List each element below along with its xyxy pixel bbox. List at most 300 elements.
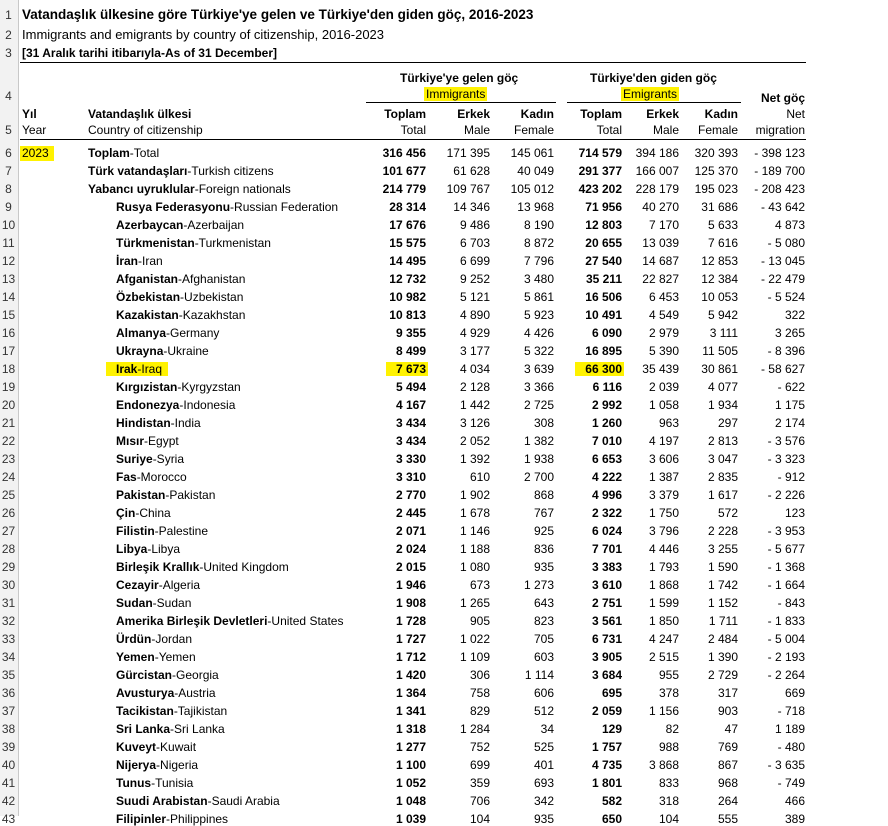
value-em[interactable]: 4 247 <box>648 632 679 646</box>
value-im[interactable]: 9 252 <box>459 272 490 286</box>
value-et[interactable]: 2 992 <box>591 398 622 412</box>
value-im[interactable]: 2 052 <box>459 434 490 448</box>
value-et[interactable]: 714 579 <box>578 146 622 160</box>
row-number[interactable]: 1 <box>5 8 12 22</box>
value-it[interactable]: 4 167 <box>395 398 426 412</box>
value-et[interactable]: 129 <box>601 722 622 736</box>
value-if[interactable]: 3 366 <box>523 380 554 394</box>
country-label[interactable] <box>116 776 193 790</box>
value-it[interactable]: 8 499 <box>395 344 426 358</box>
row-number[interactable]: 20 <box>1 398 16 412</box>
value-it[interactable]: 15 575 <box>389 236 426 250</box>
value-net[interactable]: - 3 323 <box>767 452 805 466</box>
value-im[interactable]: 758 <box>469 686 490 700</box>
value-if[interactable]: 3 639 <box>523 362 554 376</box>
value-em[interactable]: 3 606 <box>648 452 679 466</box>
value-it[interactable]: 5 494 <box>395 380 426 394</box>
value-if[interactable]: 935 <box>533 812 554 826</box>
value-et[interactable]: 695 <box>601 686 622 700</box>
row-number[interactable]: 23 <box>1 452 16 466</box>
value-if[interactable]: 308 <box>533 416 554 430</box>
value-et[interactable]: 6 116 <box>592 380 622 394</box>
country-label[interactable] <box>116 380 241 394</box>
value-net[interactable]: - 843 <box>777 596 805 610</box>
country-label[interactable] <box>116 290 243 304</box>
value-im[interactable]: 3 126 <box>459 416 490 430</box>
value-if[interactable]: 13 968 <box>517 200 554 214</box>
value-et[interactable]: 1 801 <box>591 776 622 790</box>
value-ef[interactable]: 4 077 <box>707 380 738 394</box>
value-it[interactable]: 9 355 <box>395 326 426 340</box>
value-em[interactable]: 378 <box>658 686 679 700</box>
value-if[interactable]: 5 322 <box>523 344 554 358</box>
country-label[interactable] <box>116 614 343 628</box>
value-ef[interactable]: 555 <box>717 812 738 826</box>
value-it[interactable]: 1 727 <box>395 632 426 646</box>
value-et[interactable]: 1 757 <box>591 740 622 754</box>
value-it[interactable]: 1 048 <box>395 794 426 808</box>
country-label[interactable] <box>88 146 159 160</box>
value-et[interactable]: 35 211 <box>585 272 622 286</box>
value-it[interactable]: 2 024 <box>395 542 426 556</box>
value-net[interactable]: - 189 700 <box>754 164 805 178</box>
value-ef[interactable]: 3 047 <box>707 452 738 466</box>
country-label[interactable] <box>116 326 219 340</box>
value-em[interactable]: 7 170 <box>648 218 679 232</box>
value-em[interactable]: 2 039 <box>648 380 679 394</box>
value-et[interactable]: 16 506 <box>585 290 622 304</box>
value-net[interactable]: - 622 <box>777 380 805 394</box>
row-number[interactable]: 9 <box>5 200 12 214</box>
value-if[interactable]: 34 <box>540 722 554 736</box>
country-label[interactable] <box>116 542 180 556</box>
value-em[interactable]: 318 <box>658 794 679 808</box>
row-number[interactable]: 8 <box>5 182 12 196</box>
value-et[interactable]: 3 684 <box>591 668 622 682</box>
value-if[interactable]: 145 061 <box>510 146 554 160</box>
row-number[interactable]: 40 <box>1 758 16 772</box>
value-net[interactable]: - 1 833 <box>767 614 805 628</box>
row-number[interactable]: 11 <box>2 236 15 250</box>
value-et[interactable]: 650 <box>601 812 622 826</box>
value-if[interactable]: 342 <box>533 794 554 808</box>
value-if[interactable]: 693 <box>533 776 554 790</box>
value-if[interactable]: 643 <box>533 596 554 610</box>
value-et[interactable]: 10 491 <box>585 308 622 322</box>
country-label[interactable] <box>116 434 179 448</box>
value-it[interactable]: 1 946 <box>395 578 426 592</box>
country-label[interactable] <box>116 632 192 646</box>
row-number[interactable]: 28 <box>1 542 16 556</box>
value-et[interactable]: 291 377 <box>578 164 622 178</box>
value-net[interactable]: 2 174 <box>774 416 805 430</box>
value-if[interactable]: 823 <box>533 614 554 628</box>
value-ef[interactable]: 769 <box>717 740 738 754</box>
row-number[interactable]: 16 <box>1 326 16 340</box>
value-net[interactable]: - 3 953 <box>767 524 805 538</box>
country-label[interactable] <box>116 704 227 718</box>
value-ef[interactable]: 297 <box>717 416 738 430</box>
value-im[interactable]: 706 <box>469 794 490 808</box>
value-im[interactable]: 3 177 <box>459 344 490 358</box>
value-et[interactable]: 2 059 <box>591 704 622 718</box>
value-it[interactable]: 2 071 <box>395 524 426 538</box>
country-label[interactable] <box>116 686 216 700</box>
row-number[interactable]: 32 <box>1 614 16 628</box>
value-ef[interactable]: 2 228 <box>707 524 738 538</box>
value-im[interactable]: 1 284 <box>459 722 490 736</box>
value-em[interactable]: 4 446 <box>648 542 679 556</box>
value-net[interactable]: - 912 <box>777 470 805 484</box>
country-label[interactable] <box>116 578 200 592</box>
value-em[interactable]: 1 058 <box>648 398 679 412</box>
value-em[interactable]: 14 687 <box>642 254 679 268</box>
value-it[interactable]: 316 456 <box>382 146 426 160</box>
value-im[interactable]: 1 678 <box>459 506 490 520</box>
row-number[interactable]: 43 <box>1 812 16 826</box>
value-et[interactable]: 16 895 <box>585 344 622 358</box>
row-number[interactable]: 4 <box>5 89 12 103</box>
value-im[interactable]: 4 034 <box>459 362 490 376</box>
value-et[interactable]: 6 024 <box>591 524 622 538</box>
value-if[interactable]: 836 <box>533 542 554 556</box>
value-net[interactable]: 123 <box>784 506 805 520</box>
value-if[interactable]: 935 <box>533 560 554 574</box>
value-it[interactable]: 3 330 <box>395 452 426 466</box>
country-label[interactable] <box>116 722 225 736</box>
value-it[interactable]: 10 982 <box>389 290 426 304</box>
value-em[interactable]: 13 039 <box>642 236 679 250</box>
value-em[interactable]: 5 390 <box>648 344 679 358</box>
row-number[interactable]: 36 <box>1 686 16 700</box>
value-net[interactable]: 3 265 <box>774 326 805 340</box>
value-em[interactable]: 988 <box>658 740 679 754</box>
value-im[interactable]: 1 022 <box>459 632 490 646</box>
value-net[interactable]: - 3 635 <box>767 758 805 772</box>
value-ef[interactable]: 320 393 <box>694 146 738 160</box>
value-ef[interactable]: 2 484 <box>707 632 738 646</box>
value-em[interactable]: 3 868 <box>648 758 679 772</box>
value-if[interactable]: 1 938 <box>523 452 554 466</box>
value-et[interactable]: 582 <box>601 794 622 808</box>
value-et[interactable]: 1 260 <box>591 416 622 430</box>
value-ef[interactable]: 317 <box>717 686 738 700</box>
value-ef[interactable]: 1 934 <box>707 398 738 412</box>
value-et[interactable]: 3 383 <box>591 560 622 574</box>
value-net[interactable]: 4 873 <box>774 218 805 232</box>
value-ef[interactable]: 1 617 <box>707 488 738 502</box>
row-number[interactable]: 19 <box>1 380 16 394</box>
value-ef[interactable]: 5 633 <box>707 218 738 232</box>
row-number[interactable]: 34 <box>1 650 16 664</box>
value-im[interactable]: 6 703 <box>459 236 490 250</box>
value-ef[interactable]: 10 053 <box>701 290 738 304</box>
row-number[interactable]: 3 <box>5 46 12 60</box>
value-net[interactable]: - 1 368 <box>767 560 805 574</box>
value-im[interactable]: 829 <box>469 704 490 718</box>
value-im[interactable]: 610 <box>469 470 490 484</box>
value-ef[interactable]: 195 023 <box>694 182 738 196</box>
value-im[interactable]: 1 392 <box>459 452 490 466</box>
value-net[interactable]: - 2 264 <box>767 668 805 682</box>
country-label[interactable] <box>106 362 168 376</box>
value-im[interactable]: 673 <box>469 578 490 592</box>
value-it[interactable]: 1 728 <box>395 614 426 628</box>
value-em[interactable]: 228 179 <box>635 182 679 196</box>
value-im[interactable]: 6 699 <box>459 254 490 268</box>
value-im[interactable]: 171 395 <box>446 146 490 160</box>
value-it[interactable]: 3 310 <box>395 470 426 484</box>
country-label[interactable] <box>88 182 291 196</box>
value-ef[interactable]: 3 255 <box>707 542 738 556</box>
value-net[interactable]: - 58 627 <box>760 362 805 376</box>
value-net[interactable]: - 480 <box>777 740 805 754</box>
value-em[interactable]: 3 796 <box>648 524 679 538</box>
value-et[interactable]: 3 905 <box>591 650 622 664</box>
value-if[interactable]: 40 049 <box>517 164 554 178</box>
value-if[interactable]: 8 872 <box>523 236 554 250</box>
value-im[interactable]: 109 767 <box>446 182 490 196</box>
value-if[interactable]: 401 <box>533 758 554 772</box>
value-em[interactable]: 1 750 <box>648 506 679 520</box>
value-im[interactable]: 359 <box>469 776 490 790</box>
value-im[interactable]: 699 <box>469 758 490 772</box>
value-if[interactable]: 105 012 <box>510 182 554 196</box>
value-it[interactable]: 1 277 <box>395 740 426 754</box>
value-net[interactable]: - 1 664 <box>767 578 805 592</box>
value-em[interactable]: 1 156 <box>648 704 679 718</box>
value-em[interactable]: 2 515 <box>648 650 679 664</box>
country-label[interactable] <box>116 452 184 466</box>
value-em[interactable]: 40 270 <box>642 200 679 214</box>
value-it[interactable]: 12 732 <box>389 272 426 286</box>
value-em[interactable]: 963 <box>658 416 679 430</box>
value-ef[interactable]: 903 <box>717 704 738 718</box>
value-if[interactable]: 3 480 <box>523 272 554 286</box>
row-number[interactable]: 27 <box>1 524 16 538</box>
value-im[interactable]: 1 080 <box>459 560 490 574</box>
value-it[interactable]: 1 712 <box>395 650 426 664</box>
value-if[interactable]: 1 273 <box>523 578 554 592</box>
value-im[interactable]: 5 121 <box>459 290 490 304</box>
value-em[interactable]: 1 793 <box>648 560 679 574</box>
value-ef[interactable]: 2 729 <box>707 668 738 682</box>
value-it[interactable]: 1 100 <box>395 758 426 772</box>
country-label[interactable] <box>116 794 280 808</box>
country-label[interactable] <box>116 596 191 610</box>
year-cell[interactable]: 2023 <box>20 146 54 161</box>
country-label[interactable] <box>116 650 196 664</box>
value-net[interactable]: - 13 045 <box>760 254 805 268</box>
value-if[interactable]: 2 700 <box>523 470 554 484</box>
value-net[interactable]: - 5 524 <box>767 290 805 304</box>
value-et[interactable]: 6 090 <box>591 326 622 340</box>
value-if[interactable]: 5 861 <box>523 290 554 304</box>
value-if[interactable]: 1 114 <box>524 668 554 682</box>
value-im[interactable]: 61 628 <box>453 164 490 178</box>
value-it[interactable]: 2 770 <box>395 488 426 502</box>
value-ef[interactable]: 2 835 <box>707 470 738 484</box>
value-ef[interactable]: 7 616 <box>707 236 738 250</box>
row-number[interactable]: 14 <box>1 290 16 304</box>
value-em[interactable]: 1 850 <box>648 614 679 628</box>
value-em[interactable]: 1 387 <box>648 470 679 484</box>
country-label[interactable] <box>116 416 201 430</box>
country-label[interactable] <box>116 254 163 268</box>
value-ef[interactable]: 12 384 <box>701 272 738 286</box>
value-net[interactable]: 1 189 <box>774 722 805 736</box>
value-et[interactable]: 7 010 <box>591 434 622 448</box>
value-it[interactable]: 2 445 <box>395 506 426 520</box>
value-et[interactable]: 6 653 <box>591 452 622 466</box>
row-number[interactable]: 10 <box>1 218 16 232</box>
row-number[interactable]: 25 <box>1 488 16 502</box>
value-it[interactable]: 3 434 <box>395 416 426 430</box>
value-em[interactable]: 2 979 <box>648 326 679 340</box>
row-number[interactable]: 30 <box>1 578 16 592</box>
value-em[interactable]: 955 <box>658 668 679 682</box>
value-em[interactable]: 166 007 <box>635 164 679 178</box>
value-ef[interactable]: 867 <box>717 758 738 772</box>
value-it[interactable]: 101 677 <box>382 164 426 178</box>
value-ef[interactable]: 1 711 <box>708 614 738 628</box>
value-it[interactable]: 1 341 <box>395 704 426 718</box>
value-it[interactable]: 1 039 <box>395 812 426 826</box>
value-if[interactable]: 1 382 <box>523 434 554 448</box>
value-im[interactable]: 14 346 <box>453 200 490 214</box>
value-it[interactable]: 1 052 <box>395 776 426 790</box>
value-if[interactable]: 512 <box>533 704 554 718</box>
row-number[interactable]: 41 <box>1 776 16 790</box>
value-ef[interactable]: 125 370 <box>694 164 738 178</box>
row-number[interactable]: 22 <box>1 434 16 448</box>
value-et[interactable]: 3 561 <box>591 614 622 628</box>
country-label[interactable] <box>116 308 245 322</box>
row-number[interactable]: 37 <box>1 704 16 718</box>
value-ef[interactable]: 11 505 <box>702 344 738 358</box>
row-number[interactable]: 12 <box>1 254 16 268</box>
value-et[interactable]: 7 701 <box>591 542 622 556</box>
value-net[interactable]: - 398 123 <box>754 146 805 160</box>
value-em[interactable]: 3 379 <box>648 488 679 502</box>
row-number[interactable]: 38 <box>1 722 16 736</box>
value-im[interactable]: 752 <box>469 740 490 754</box>
country-label[interactable] <box>116 236 271 250</box>
value-net[interactable]: - 22 479 <box>760 272 805 286</box>
value-it[interactable]: 14 495 <box>389 254 426 268</box>
value-ef[interactable]: 31 686 <box>701 200 738 214</box>
value-it[interactable]: 1 364 <box>395 686 426 700</box>
value-if[interactable]: 603 <box>533 650 554 664</box>
row-number[interactable]: 17 <box>1 344 16 358</box>
value-it[interactable]: 214 779 <box>382 182 426 196</box>
row-number[interactable]: 42 <box>1 794 16 808</box>
value-im[interactable]: 9 486 <box>459 218 490 232</box>
value-ef[interactable]: 1 390 <box>707 650 738 664</box>
value-em[interactable]: 6 453 <box>648 290 679 304</box>
value-ef[interactable]: 12 853 <box>701 254 738 268</box>
value-em[interactable]: 35 439 <box>642 362 679 376</box>
row-number[interactable]: 18 <box>1 362 16 376</box>
country-label[interactable] <box>116 344 209 358</box>
value-it[interactable]: 3 434 <box>395 434 426 448</box>
value-et[interactable]: 27 540 <box>585 254 622 268</box>
country-label[interactable] <box>116 200 338 214</box>
country-label[interactable] <box>116 740 196 754</box>
value-im[interactable]: 2 128 <box>459 380 490 394</box>
row-number[interactable]: 35 <box>1 668 16 682</box>
value-ef[interactable]: 264 <box>717 794 738 808</box>
row-number[interactable]: 5 <box>5 123 12 137</box>
value-et[interactable]: 6 731 <box>591 632 622 646</box>
value-if[interactable]: 767 <box>533 506 554 520</box>
value-ef[interactable]: 1 590 <box>707 560 738 574</box>
country-label[interactable] <box>116 812 228 826</box>
row-number[interactable]: 6 <box>5 146 12 160</box>
country-label[interactable] <box>116 272 245 286</box>
value-if[interactable]: 525 <box>533 740 554 754</box>
country-label[interactable] <box>116 506 171 520</box>
value-et[interactable]: 12 803 <box>585 218 622 232</box>
country-label[interactable] <box>116 560 289 574</box>
value-if[interactable]: 705 <box>533 632 554 646</box>
row-number[interactable]: 29 <box>1 560 16 574</box>
value-et[interactable]: 3 610 <box>591 578 622 592</box>
value-ef[interactable]: 968 <box>717 776 738 790</box>
value-it[interactable]: 10 813 <box>389 308 426 322</box>
value-et[interactable]: 66 300 <box>575 362 624 376</box>
value-et[interactable]: 2 751 <box>591 596 622 610</box>
value-ef[interactable]: 572 <box>717 506 738 520</box>
value-net[interactable]: 1 175 <box>774 398 805 412</box>
value-em[interactable]: 833 <box>658 776 679 790</box>
value-net[interactable]: - 2 226 <box>767 488 805 502</box>
row-number[interactable]: 21 <box>1 416 16 430</box>
row-number[interactable]: 7 <box>5 164 12 178</box>
value-net[interactable]: 389 <box>784 812 805 826</box>
value-em[interactable]: 4 197 <box>648 434 679 448</box>
value-im[interactable]: 1 265 <box>459 596 490 610</box>
country-label[interactable] <box>116 488 215 502</box>
value-im[interactable]: 1 902 <box>459 488 490 502</box>
value-it[interactable]: 1 318 <box>395 722 426 736</box>
value-em[interactable]: 104 <box>658 812 679 826</box>
value-ef[interactable]: 1 742 <box>707 578 738 592</box>
value-it[interactable]: 28 314 <box>389 200 426 214</box>
country-label[interactable] <box>116 470 187 484</box>
value-net[interactable]: 466 <box>784 794 805 808</box>
row-number[interactable]: 24 <box>1 470 16 484</box>
value-et[interactable]: 20 655 <box>585 236 622 250</box>
value-if[interactable]: 2 725 <box>523 398 554 412</box>
value-et[interactable]: 4 735 <box>591 758 622 772</box>
row-number[interactable]: 31 <box>1 596 16 610</box>
country-label[interactable] <box>88 164 274 178</box>
country-label[interactable] <box>116 218 244 232</box>
value-net[interactable]: - 5 080 <box>767 236 805 250</box>
value-em[interactable]: 82 <box>665 722 679 736</box>
value-em[interactable]: 4 549 <box>648 308 679 322</box>
value-net[interactable]: - 8 396 <box>767 344 805 358</box>
value-if[interactable]: 5 923 <box>523 308 554 322</box>
value-ef[interactable]: 3 111 <box>709 326 738 340</box>
value-net[interactable]: - 3 576 <box>767 434 805 448</box>
value-if[interactable]: 7 796 <box>523 254 554 268</box>
value-im[interactable]: 905 <box>469 614 490 628</box>
value-net[interactable]: - 5 677 <box>767 542 805 556</box>
value-im[interactable]: 1 109 <box>459 650 490 664</box>
value-et[interactable]: 71 956 <box>585 200 622 214</box>
